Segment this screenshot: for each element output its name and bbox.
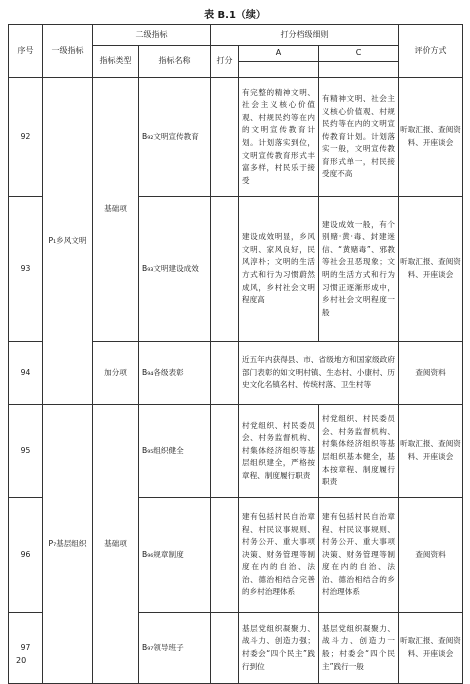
row-seq: 96 [9, 498, 43, 613]
method-text: 听取汇报、查阅资料、开座谈会 [399, 613, 463, 684]
indicator-name: B₉₇领导班子 [139, 613, 211, 684]
method-text: 听取汇报、查阅资料、开座谈会 [399, 197, 463, 342]
table-row [9, 405, 463, 498]
row-seq: 95 [9, 405, 43, 498]
grade-c-text: 基层党组织凝聚力、战斗力、创造力一般；村委会“四个民主”践行一般 [319, 613, 399, 684]
grade-c-text: 建有包括村民自治章程、村民议事规则、村务公开、重大事项决策、财务管理等制度在内的自治、法治、德治相结合的乡村治理体系 [319, 498, 399, 613]
row-seq: 94 [9, 342, 43, 405]
header-scoring: 打分档级细则 [211, 25, 399, 46]
table-row [9, 78, 463, 197]
indicator-name: B₉₃文明建设成效 [139, 197, 211, 342]
header-seq: 序号 [9, 25, 43, 78]
header-level1: 一级指标 [43, 25, 93, 78]
method-text: 查阅资料 [399, 342, 463, 405]
grade-a-text: 村党组织、村民委员会、村务监督机构、村集体经济组织等基层组织建全，严格按章程、制度履行职责 [239, 405, 319, 498]
type-basic-2: 基础项 [93, 405, 139, 684]
indicator-name: B₉₅组织健全 [139, 405, 211, 498]
page-number: 20 [16, 656, 27, 665]
merged-grade-text: 近五年内获得县、市、省级地方和国家级政府部门表彰的如文明村镇、生态村、小康村、历史文化名镇名村、传统村落、卫生村等 [239, 342, 399, 405]
method-text: 查阅资料 [399, 498, 463, 613]
grade-a-text: 建设成效明显，乡风文明、家风良好，民风淳朴；文明的生活方式和行为习惯蔚然成风，乡村社会文明程度高 [239, 197, 319, 342]
header-level2: 二级指标 [93, 25, 211, 46]
header-grade-c-desc [319, 62, 399, 78]
score-cell [211, 342, 239, 405]
grade-a-text: 有完整的精神文明、社会主义核心价值观、村规民约等在内的文明宣传教育计划。计划落实到位，文明宣传教育形式丰富多样，村民乐于接受 [239, 78, 319, 197]
grade-c-text: 有精神文明、社会主义核心价值观、村规民约等在内的文明宣传教育计划。计划落实一般，文明宣传教育形式单一，村民接受度不高 [319, 78, 399, 197]
row-seq: 92 [9, 78, 43, 197]
table-caption: 表 B.1（续） [204, 10, 266, 21]
grade-a-text: 建有包括村民自治章程、村民议事规则、村务公开、重大事项决策、财务管理等制度在内的自治、法治、德治相结合完善的乡村治理体系 [239, 498, 319, 613]
header-grade-a-desc [239, 62, 319, 78]
header-score: 打分 [211, 46, 239, 78]
indicator-name: B₉₆规章制度 [139, 498, 211, 613]
header-ind-type: 指标类型 [93, 46, 139, 78]
header-ind-name: 指标名称 [139, 46, 211, 78]
score-cell [211, 613, 239, 684]
header-grade-a: A [239, 46, 319, 62]
header-grade-c: C [319, 46, 399, 62]
grade-c-text: 村党组织、村民委员会、村务监督机构、村集体经济组织等基层组织基本健全，基本按章程、制度履行职责 [319, 405, 399, 498]
method-text: 听取汇报、查阅资料、开座谈会 [399, 78, 463, 197]
header-method: 评价方式 [399, 25, 463, 78]
indicator-name: B₉₄各级表彰 [139, 342, 211, 405]
method-text: 听取汇报、查阅资料、开座谈会 [399, 405, 463, 498]
level1-p7: P₇基层组织 [43, 405, 93, 684]
score-cell [211, 498, 239, 613]
row-seq: 93 [9, 197, 43, 342]
level1-p1: P₁乡风文明 [43, 78, 93, 405]
grade-a-text: 基层党组织凝聚力、战斗力、创造力强；村委会“四个民主”践行到位 [239, 613, 319, 684]
evaluation-table [8, 24, 463, 684]
type-basic-1: 基础项 [93, 78, 139, 342]
grade-c-text: 建设成效一般，有个别赌·黄·毒、封建迷信、“黄赌毒”、邪教等社会丑恶现象；文明的生活方式和行为习惯正逐渐形成中，乡村社会文明程度一般 [319, 197, 399, 342]
indicator-name: B₉₂文明宣传教育 [139, 78, 211, 197]
row-seq: 97 [9, 613, 43, 684]
score-cell [211, 78, 239, 197]
score-cell [211, 197, 239, 342]
score-cell [211, 405, 239, 498]
type-bonus: 加分项 [93, 342, 139, 405]
